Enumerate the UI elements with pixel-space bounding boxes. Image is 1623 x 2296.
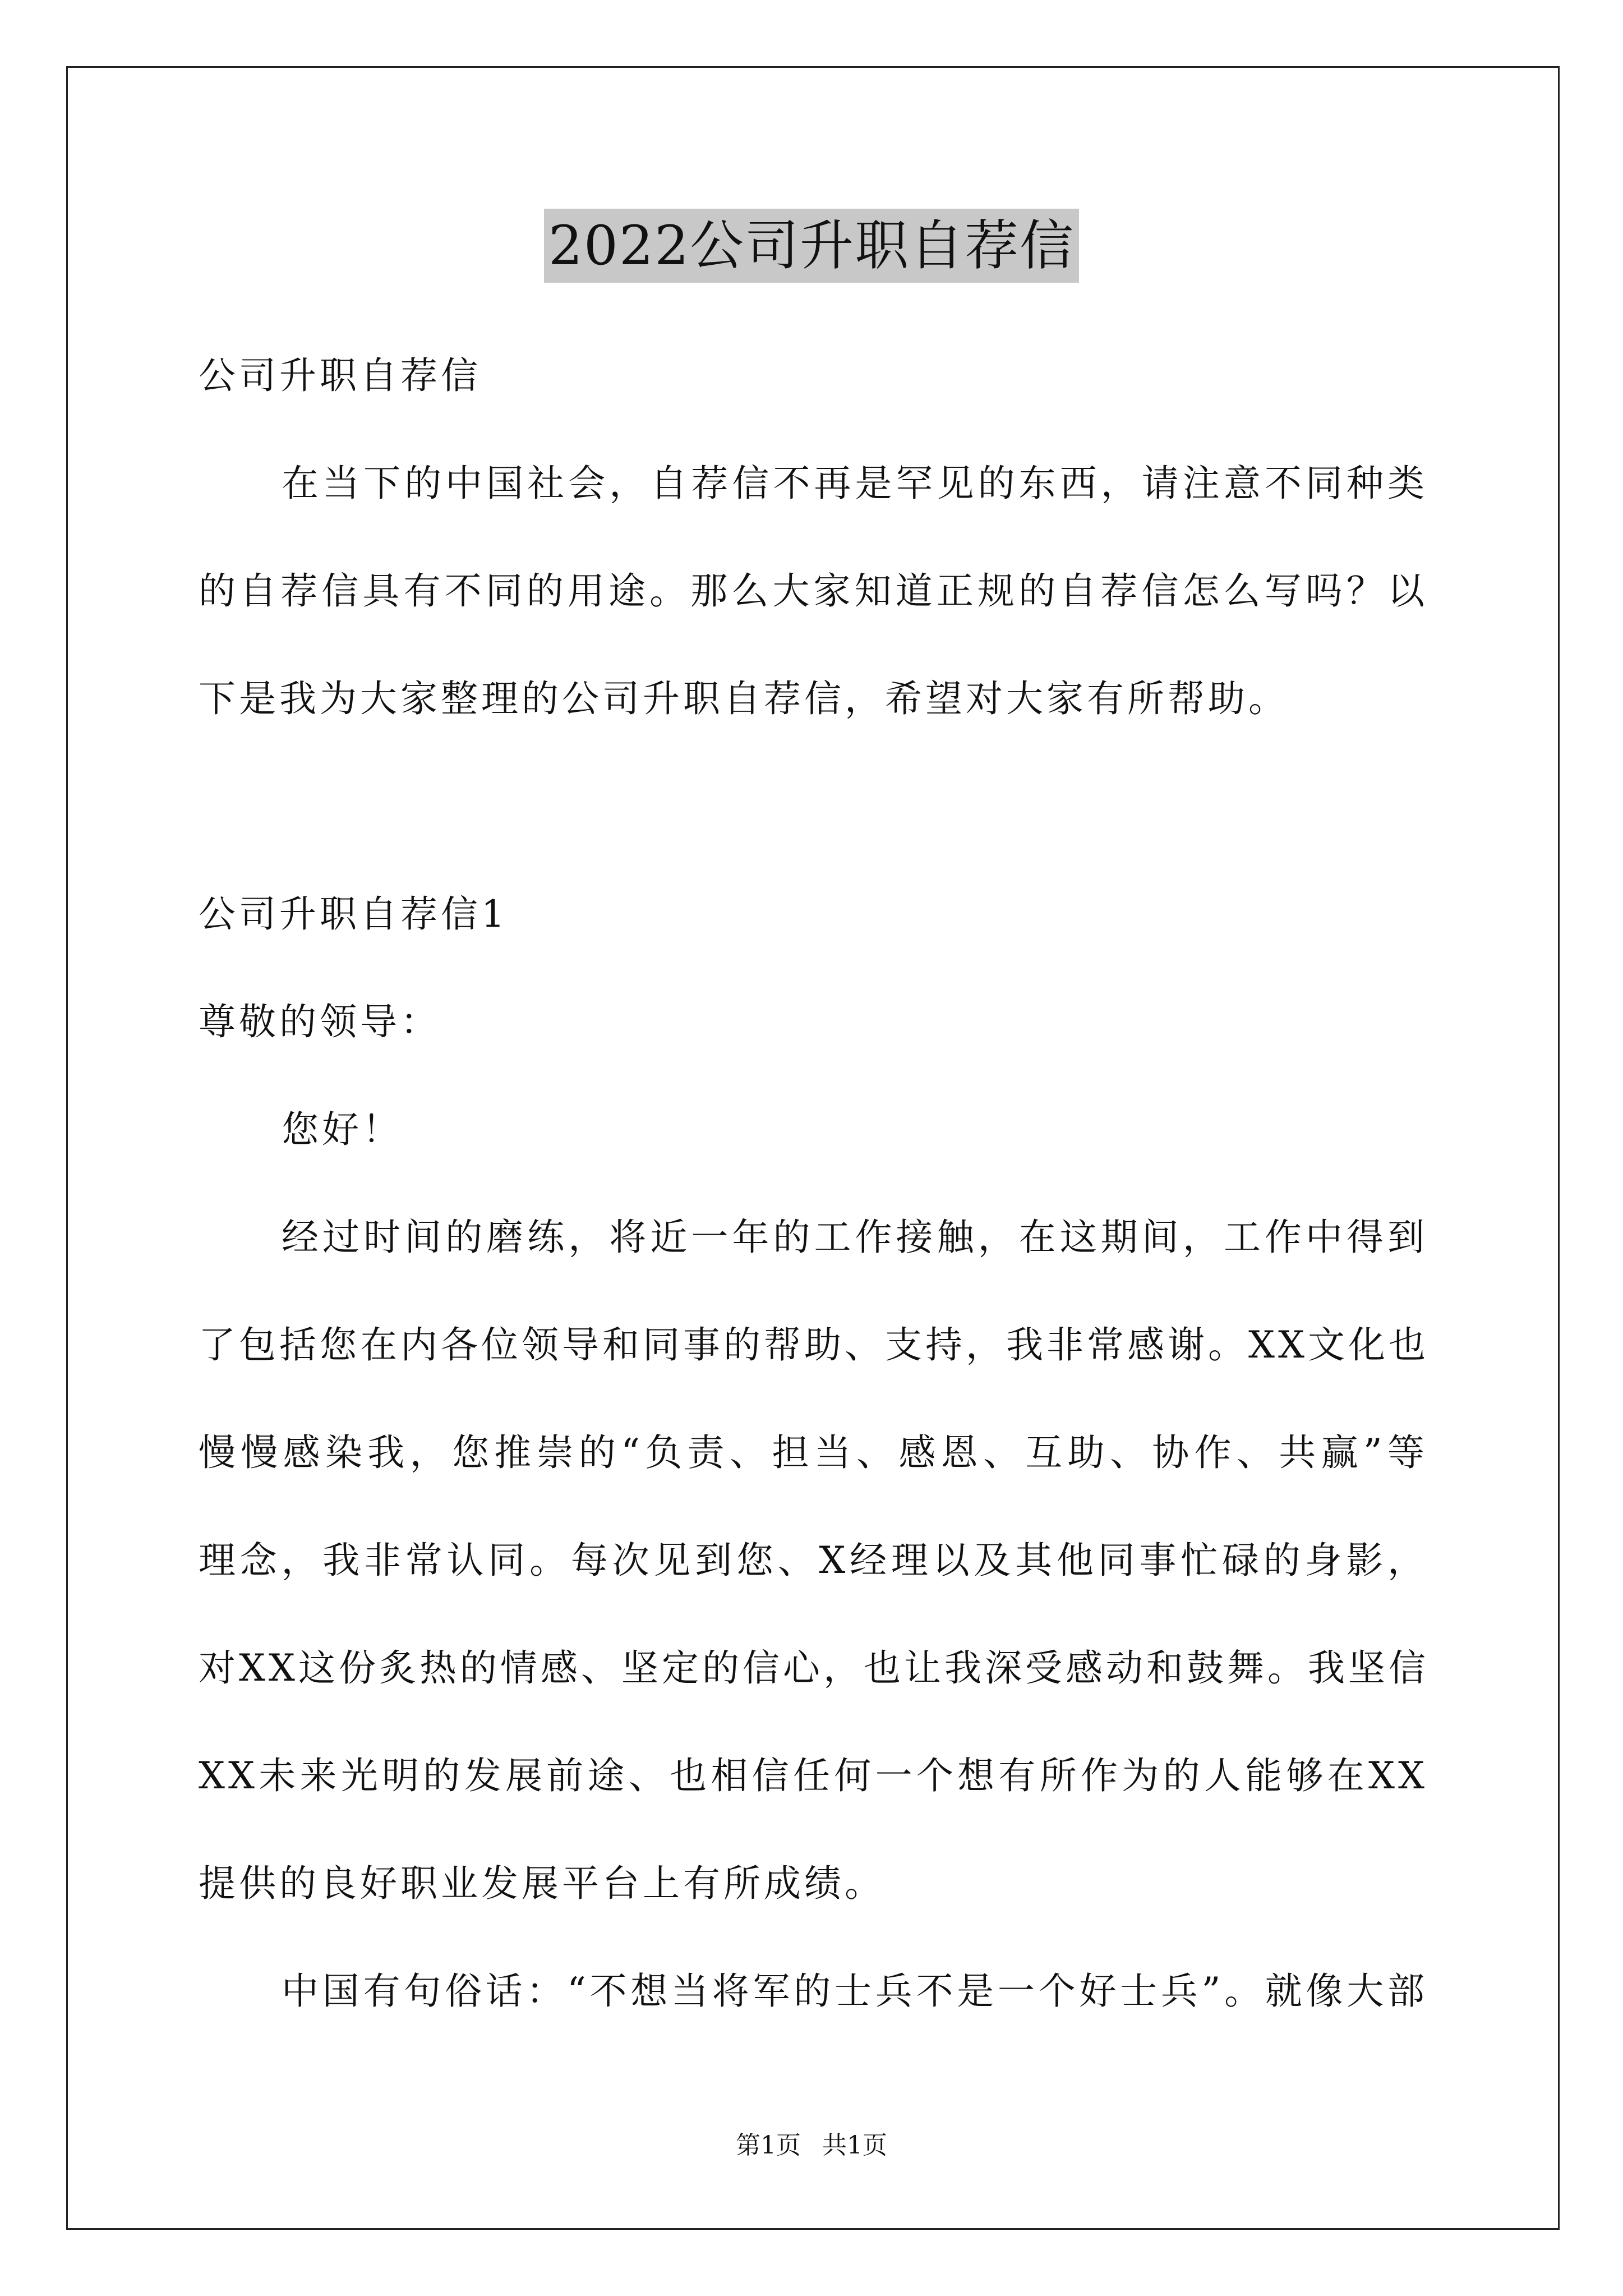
subtitle: 公司升职自荐信 [199,354,481,397]
paragraph-line: XX未来光明的发展前途、也相信任何一个想有所作为的人能够在XX [199,1754,1428,1797]
intro-line: 下是我为大家整理的公司升职自荐信，希望对大家有所帮助。 [199,677,1289,720]
document-title: 2022公司升职自荐信 [544,209,1079,283]
section-heading: 公司升职自荐信1 [199,892,508,936]
paragraph-line: 中国有句俗话：“不想当将军的士兵不是一个好士兵”。就像大部 [282,1970,1428,2013]
intro-line: 的自荐信具有不同的用途。那么大家知道正规的自荐信怎么写吗？以 [199,569,1428,613]
page-footer [0,2129,1623,2162]
title-container [0,209,1623,283]
paragraph-line: 提供的良好职业发展平台上有所成绩。 [199,1862,885,1905]
page-total: 共1页 [822,2131,887,2160]
paragraph-line: 理念，我非常认同。每次见到您、X经理以及其他同事忙碌的身影， [199,1539,1428,1582]
intro-line: 在当下的中国社会，自荐信不再是罕见的东西，请注意不同种类 [282,462,1428,505]
paragraph-line: 了包括您在内各位领导和同事的帮助、支持，我非常感谢。XX文化也 [199,1323,1429,1366]
paragraph-line: 对XX这份炙热的情感、坚定的信心，也让我深受感动和鼓舞。我坚信 [199,1646,1429,1690]
paragraph-line: 经过时间的磨练，将近一年的工作接触，在这期间，工作中得到 [282,1216,1428,1259]
page-current: 第1页 [736,2131,801,2160]
paragraph-line: 慢慢感染我，您推崇的“负责、担当、感恩、互助、协作、共赢”等 [199,1431,1428,1474]
greeting: 您好！ [282,1108,403,1151]
salutation: 尊敬的领导： [199,1000,441,1043]
